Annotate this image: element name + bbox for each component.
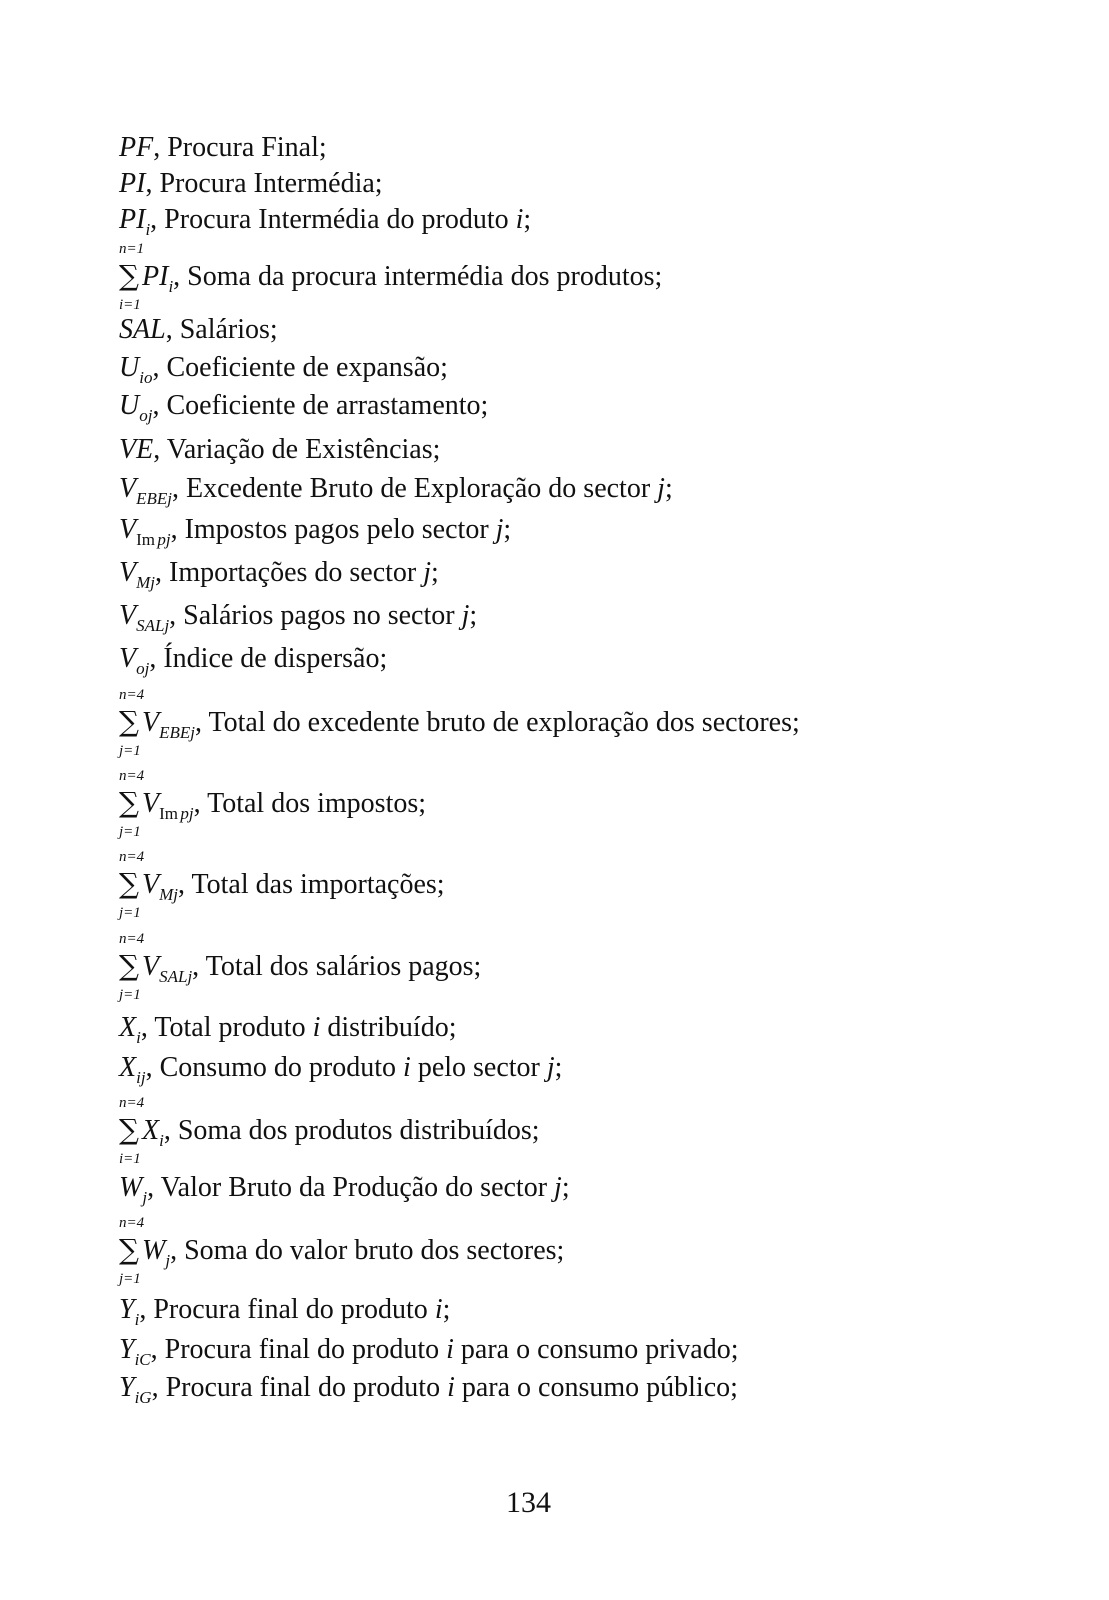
entry-sum-x-i: ∑ $X_i$, Soma dos produtos distribuídos; <box>119 1113 540 1150</box>
description: Procura Intermédia do produto <box>164 204 509 235</box>
sum-symbol: ∑ <box>119 1113 139 1146</box>
symbol: PF <box>119 132 154 163</box>
description: Total dos salários pagos; <box>205 951 482 982</box>
sum-upper-limit: n=4 <box>119 1095 145 1111</box>
symbol: PI <box>119 168 146 199</box>
entry-pi: PI, Procura Intermédia; <box>119 168 383 199</box>
sum-symbol: ∑ <box>119 949 139 982</box>
description: Excedente Bruto de Exploração do sector <box>186 473 651 504</box>
description: Valor Bruto da Produção do sector <box>160 1172 548 1203</box>
sum-upper-limit: n=4 <box>119 849 145 865</box>
sum-lower-limit: j=1 <box>119 987 141 1003</box>
entry-v-salj: $V_{SALj}$, Salários pagos no sector j; <box>119 600 478 635</box>
sum-upper-limit: n=1 <box>119 241 145 257</box>
entry-w-j: $W_j$, Valor Bruto da Produção do sector j; <box>119 1172 570 1207</box>
entry-sum-v-salj: ∑ $V_{SALj}$, Total dos salários pagos; <box>119 949 482 986</box>
entry-sum-v-ebej: ∑ $V_{EBEj}$, Total do excedente bruto de exploração dos sectores; <box>119 705 800 742</box>
description: Procura Final; <box>167 132 327 163</box>
entry-v-oj: $V_{oj}$, Índice de dispersão; <box>119 643 388 678</box>
entry-u-oj: $U_{oj}$, Coeficiente de arrastamento; <box>119 390 489 425</box>
sum-upper-limit: n=4 <box>119 687 145 703</box>
sum-symbol: ∑ <box>119 786 139 819</box>
sum-lower-limit: j=1 <box>119 1271 141 1287</box>
entry-pi-i: $PI_i$, Procura Intermédia do produto i; <box>119 204 532 239</box>
description: Total das importações; <box>191 869 445 900</box>
sum-symbol: ∑ <box>119 259 139 292</box>
sum-lower-limit: j=1 <box>119 824 141 840</box>
sum-lower-limit: j=1 <box>119 743 141 759</box>
description: Coeficiente de arrastamento; <box>166 390 489 421</box>
sum-symbol: ∑ <box>119 705 139 738</box>
sum-upper-limit: n=4 <box>119 1215 145 1231</box>
description: Variação de Existências; <box>166 434 441 465</box>
description: Impostos pagos pelo sector <box>184 514 489 545</box>
entry-v-mj: $V_{Mj}$, Importações do sector j; <box>119 557 439 592</box>
description: Procura Intermédia; <box>159 168 383 199</box>
entry-y-i: $Y_i$, Procura final do produto i; <box>119 1294 451 1329</box>
sum-lower-limit: j=1 <box>119 905 141 921</box>
page-number: 134 <box>506 1486 551 1519</box>
sum-upper-limit: n=4 <box>119 931 145 947</box>
sum-symbol: ∑ <box>119 1233 139 1266</box>
description: Soma do valor bruto dos sectores; <box>184 1235 565 1266</box>
entry-pf: PF, Procura Final; <box>119 132 327 163</box>
description: Procura final do produto <box>164 1334 440 1365</box>
entry-ve: VE, Variação de Existências; <box>119 434 441 465</box>
description: Total dos impostos; <box>207 788 427 819</box>
description: Procura final do produto <box>153 1294 428 1325</box>
description: Total produto <box>154 1012 306 1043</box>
sum-lower-limit: i=1 <box>119 297 141 313</box>
description: Salários pagos no sector <box>183 600 455 631</box>
entry-sum-w-j: ∑ $W_j$, Soma do valor bruto dos sectores; <box>119 1233 565 1270</box>
description: Procura final do produto <box>165 1372 441 1403</box>
description: Consumo do produto <box>159 1052 397 1083</box>
description: Coeficiente de expansão; <box>166 352 448 383</box>
entry-y-ic: $Y_{iC}$, Procura final do produto i para o consumo privado; <box>119 1334 739 1369</box>
description: Total do excedente bruto de exploração dos sectores; <box>208 707 800 738</box>
entry-sum-v-mj: ∑ $V_{Mj}$, Total das importações; <box>119 867 445 904</box>
sum-lower-limit: i=1 <box>119 1151 141 1167</box>
entry-u-io: $U_{io}$, Coeficiente de expansão; <box>119 352 448 387</box>
entry-x-i: $X_i$, Total produto i distribuído; <box>119 1012 457 1047</box>
entry-sal: SAL, Salários; <box>119 314 278 345</box>
entry-sum-v-impj: ∑ $V_{Im}$ $_{pj}$, Total dos impostos; <box>119 786 427 823</box>
entry-sum-pi: ∑ $PI_i$, Soma da procura intermédia dos produtos; <box>119 259 663 296</box>
entry-v-impj: $V_{Im}$ $_{pj}$, Impostos pagos pelo sector j; <box>119 514 512 549</box>
entry-y-ig: $Y_{iG}$, Procura final do produto i para o consumo público; <box>119 1372 738 1407</box>
description: Soma dos produtos distribuídos; <box>177 1115 540 1146</box>
symbol: PI <box>119 204 146 235</box>
description: Importações do sector <box>169 557 417 588</box>
description: Soma da procura intermédia dos produtos; <box>187 261 663 292</box>
description: Índice de dispersão; <box>163 643 388 674</box>
sum-symbol: ∑ <box>119 867 139 900</box>
entry-v-ebej: $V_{EBEj}$, Excedente Bruto de Exploração do sector j; <box>119 473 673 508</box>
entry-x-ij: $X_{ij}$, Consumo do produto i pelo sector j; <box>119 1052 563 1087</box>
sum-upper-limit: n=4 <box>119 768 145 784</box>
description: Salários; <box>179 314 278 345</box>
